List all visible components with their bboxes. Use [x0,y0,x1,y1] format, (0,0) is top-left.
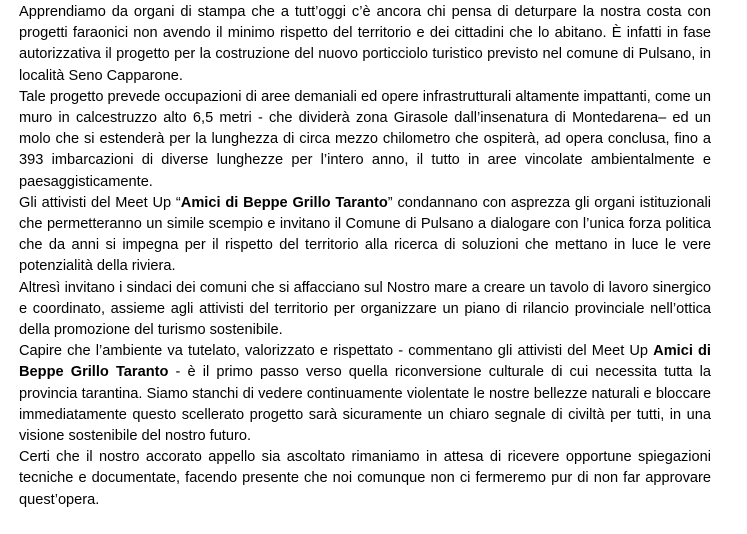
paragraph-text-segment: ” condannano con asprezza gli organi istituzionali che permetteranno un simile scempio e invitano il Comune di Pulsano a dialogare con l’unica forza politica che da anni si impegna per il rispetto del territorio alla ricerca di soluzioni che mettano in luce le vere potenzialità della riviera. [19,194,711,275]
paragraph-activists-comment [19,341,711,447]
group-name-bold: Amici di Beppe Grillo Taranto [19,343,711,381]
paragraph-intro: Apprendiamo da organi di stampa che a tutt’oggi c’è ancora chi pensa di deturpare la nostra costa con progetti faraonici non avendo il minimo rispetto del territorio e dei cittadini che lo abitano. È infatti in fase autorizzativa il progetto per la costruzione del nuovo porticciolo turistico previsto nel comune di Pulsano, in località Seno Capparone. [19,4,711,84]
paragraph-mayors-invite: Altresì invitano i sindaci dei comuni che si affacciano sul Nostro mare a creare un tavolo di lavoro sinergico e coordinato, assieme agli attivisti del territorio per organizzare un piano di rilancio provinciale nell’ottica della promozione del turismo sostenibile. [19,279,711,339]
group-name-bold: Amici di Beppe Grillo Taranto [180,194,388,211]
paragraph-activists-condemn [19,193,711,278]
paragraph-text-segment: Capire che l’ambiente va tutelato, valorizzato e rispettato - commentano gli attivisti del Meet Up [19,343,654,360]
paragraph-text-segment: Gli attivisti del Meet Up “ [19,194,181,211]
document-body [19,2,711,511]
paragraph-project-details: Tale progetto prevede occupazioni di aree demaniali ed opere infrastrutturali altamente impattanti, come un muro in calcestruzzo alto 6,5 metri - che dividerà zona Girasole dall’insenatura di Montedarena– ed un molo che si estenderà per la lunghezza di circa mezzo chilometro che ospiterà, ad opera conclusa, fino a 393 imbarcazioni di diverse lunghezze per l’intero anno, il tutto in aree vincolate ambientalmente e paesaggisticamente. [19,88,711,190]
paragraph-text-segment: - è il primo passo verso quella riconversione culturale di cui necessita tutta la provincia tarantina. Siamo stanchi di vedere continuamente violentate le nostre bellezze naturali e bloccare immediatamente questo scellerato progetto sarà sicuramente un chiaro segnale di civiltà per tutti, in una visione sostenibile del nostro futuro. [19,364,711,445]
paragraph-closing: Certi che il nostro accorato appello sia ascoltato rimaniamo in attesa di ricevere opportune spiegazioni tecniche e documentate, facendo presente che noi comunque non ci fermeremo pur di non far approvare quest’opera. [19,449,711,508]
